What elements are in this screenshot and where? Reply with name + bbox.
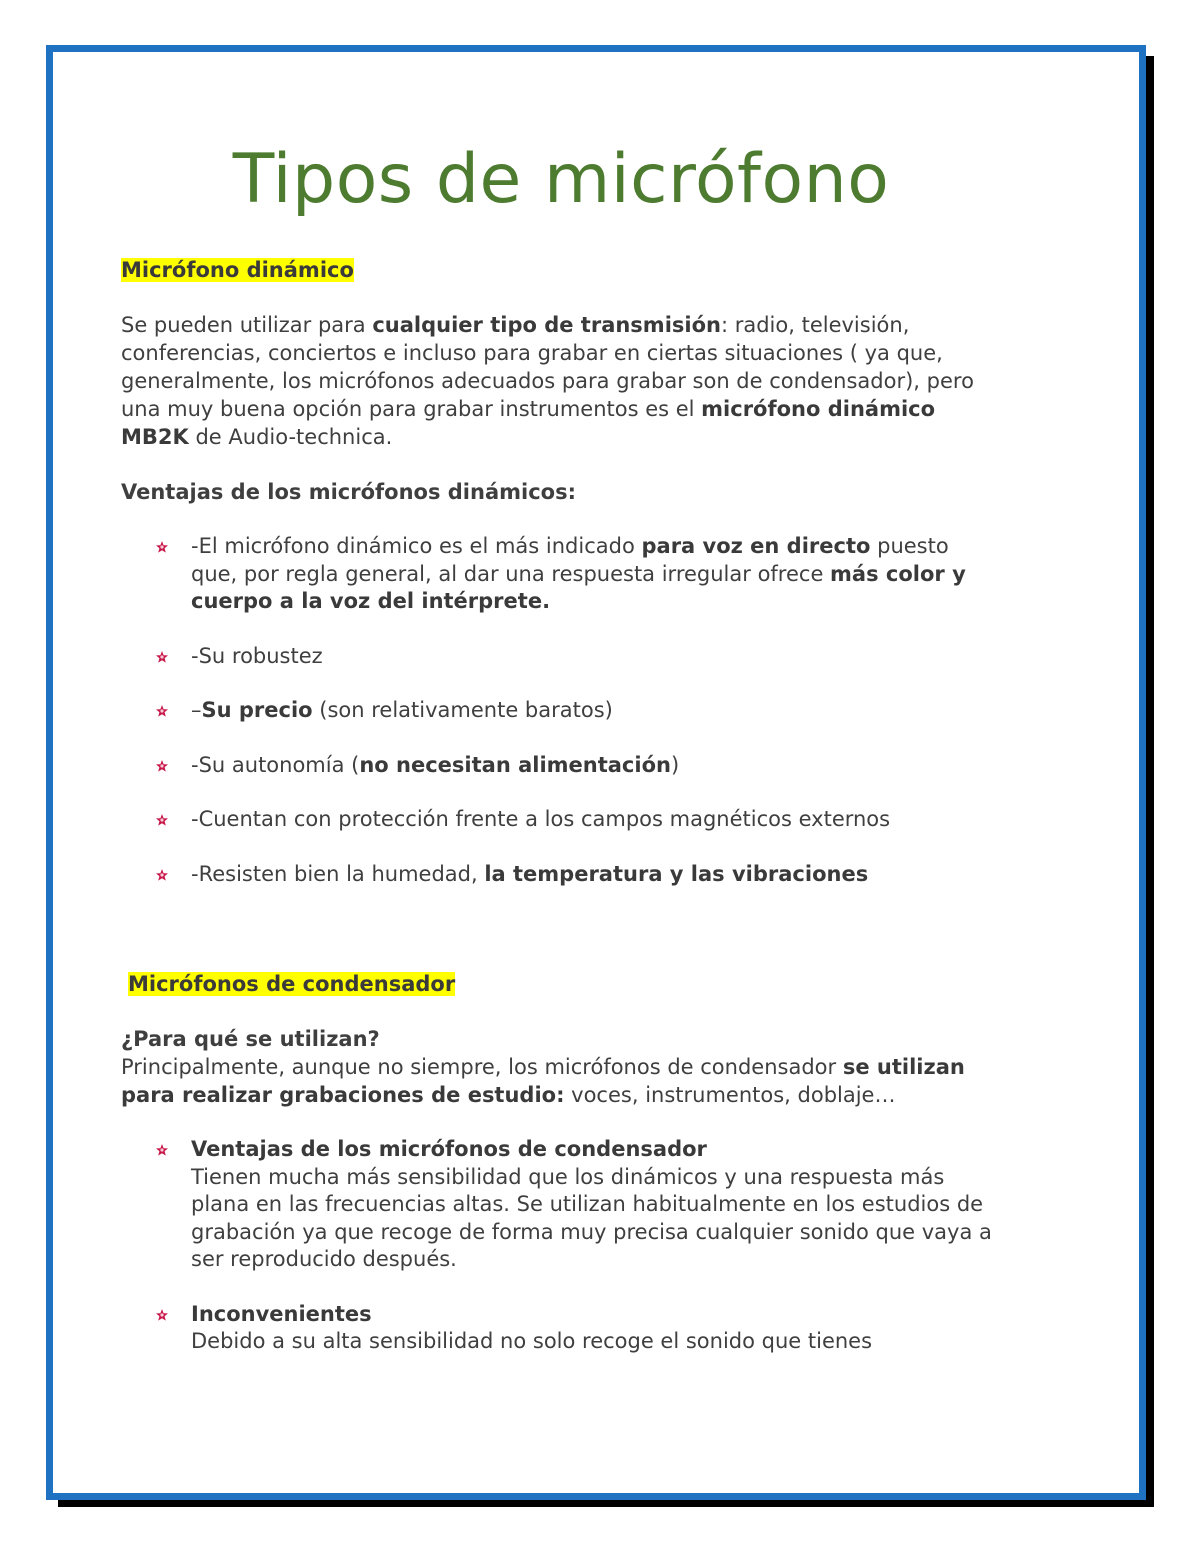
section-heading-dynamic [121, 256, 1001, 284]
condenser-description: Principalmente, aunque no siempre, los micrófonos de condensador se utilizan para realizar grabaciones de estudio: voces, instrumentos, doblaje… [121, 1055, 965, 1107]
star-bullet-icon [155, 540, 169, 554]
usage-question: ¿Para qué se utilizan? [121, 1027, 380, 1051]
list-item-title: Ventajas de los micrófonos de condensador [191, 1137, 707, 1161]
star-bullet-icon [155, 868, 169, 882]
section-heading-condenser [121, 970, 1001, 998]
list-item: -Resisten bien la humedad, la temperatura y las vibraciones [121, 861, 1001, 889]
list-item: -Su robustez [121, 643, 1001, 671]
list-item-text: Tienen mucha más sensibilidad que los dinámicos y una respuesta más plana en las frecuencias altas. Se utilizan habitualmente en los estudios de grabación ya que recoge de forma muy precisa cualquier sonido que vaya a ser reproducido después. [191, 1164, 992, 1271]
star-bullet-icon [155, 813, 169, 827]
star-bullet-icon [155, 650, 169, 664]
list-item: -Cuentan con protección frente a los campos magnéticos externos [121, 806, 1001, 834]
list-item-title: Inconvenientes [191, 1301, 372, 1326]
condenser-list [121, 1136, 1001, 1356]
star-bullet-icon [155, 1143, 169, 1157]
star-bullet-icon [155, 1308, 169, 1322]
dynamic-advantages-list [121, 533, 1001, 888]
list-item: –Su precio (son relativamente baratos) [121, 697, 1001, 725]
list-item-text: Debido a su alta sensibilidad no solo recoge el sonido que tienes [191, 1329, 873, 1353]
dynamic-description: Se pueden utilizar para cualquier tipo de transmisión: radio, televisión, conferencias, conciertos e incluso para grabar en ciertas situaciones ( ya que, generalmente, los micrófonos adecuados para grabar son de condensador), pero una muy buena opción para grabar instrumentos es el micrófono dinámico MB2K de Audio-technica. [121, 313, 974, 449]
star-bullet-icon [155, 704, 169, 718]
list-item [121, 1136, 1001, 1274]
list-item: -El micrófono dinámico es el más indicado para voz en directo puesto que, por regla general, al dar una respuesta irregular ofrece más color y cuerpo a la voz del intérprete. [121, 533, 1001, 616]
highlighted-heading: Micrófono dinámico [121, 258, 354, 282]
list-item: -Su autonomía (no necesitan alimentación) [121, 752, 1001, 780]
list-item [121, 1301, 1001, 1356]
advantages-heading: Ventajas de los micrófonos dinámicos: [121, 480, 576, 504]
star-bullet-icon [155, 759, 169, 773]
highlighted-heading: Micrófonos de condensador [128, 972, 456, 996]
page-title: Tipos de micrófono [232, 140, 890, 219]
document-content [121, 98, 1001, 1356]
